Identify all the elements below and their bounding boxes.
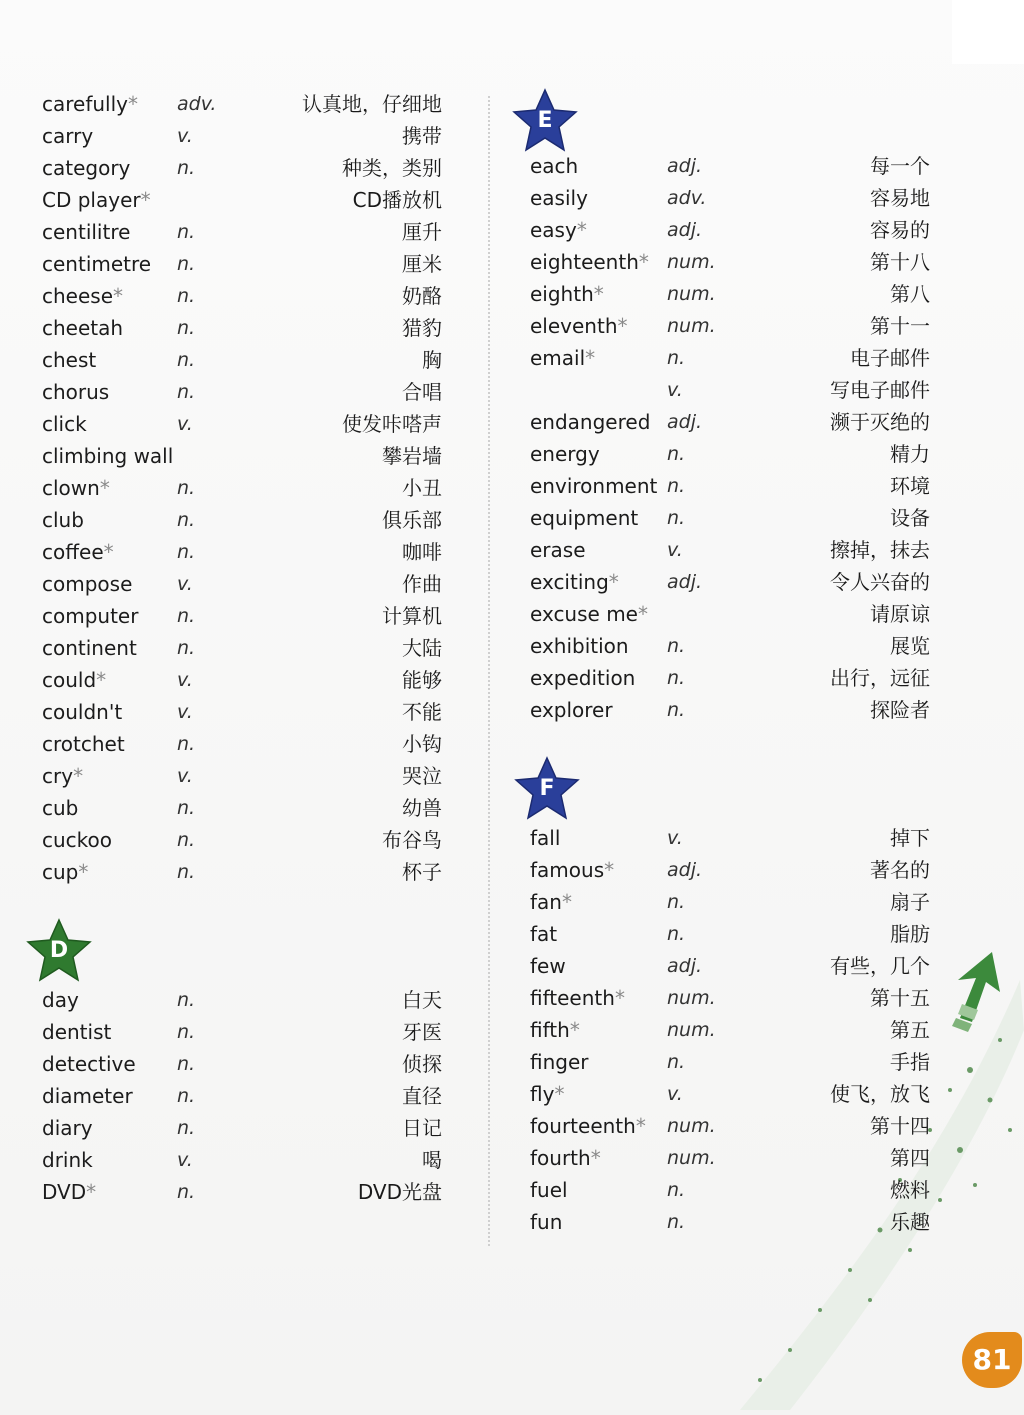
entry-pos: n. [177,477,196,499]
entry-word: cry [42,764,74,788]
entry-star: * [103,540,114,564]
entry-word: endangered [530,410,651,434]
entry-click [42,408,442,440]
entry-meaning: 扇子 [890,890,930,914]
entry-meaning: 使发咔嗒声 [342,412,442,436]
entry-word: club [42,508,84,532]
entry-fourteenth [530,1110,930,1142]
entry-word: energy [530,442,600,466]
entry-pos: n. [667,475,686,497]
entry-dentist [42,1016,442,1048]
entry-meaning: 出行，远征 [830,666,930,690]
entry-word: environment [530,474,658,498]
entry-fat [530,918,930,950]
entry-fan [530,886,930,918]
entry-word: few [530,954,566,978]
badge-letter: D [49,938,69,963]
corner-blank [952,0,1024,64]
entry-cry [42,760,442,792]
entry-pos: n. [667,667,686,689]
entry-meaning: 日记 [402,1116,442,1140]
entry-word: centimetre [42,252,152,276]
entry-fly [530,1078,930,1110]
entry-pos: n. [177,317,196,339]
entry-pos: n. [177,1053,196,1075]
entry-pos: v. [177,1149,193,1171]
entry-word: finger [530,1050,589,1074]
entry-word: could [42,668,97,692]
entry-fun [530,1206,930,1238]
entry-meaning: 胸 [422,348,442,372]
entry-pos: num. [667,283,716,305]
entry-pos: n. [177,1181,196,1203]
entry-excuse-me [530,598,930,630]
entry-meaning: 第四 [890,1146,930,1170]
entry-word: compose [42,572,133,596]
entry-pos: n. [177,253,196,275]
entry-meaning: 能够 [402,668,442,692]
entry-word: email [530,346,586,370]
entry-chest [42,344,442,376]
entry-diary [42,1112,442,1144]
entry-cheetah [42,312,442,344]
entry-meaning: 展览 [890,634,930,658]
entry-endangered [530,406,930,438]
entry-meaning: 环境 [890,474,930,498]
entry-star: * [608,570,619,594]
entry-pos: n. [177,1021,196,1043]
entry-pos: n. [177,605,196,627]
entry-pos: n. [177,637,196,659]
entry-meaning: 大陆 [402,636,442,660]
letter-badge-e [512,88,578,154]
entry-cheese [42,280,442,312]
section-f-list [530,822,930,1238]
entry-word: category [42,156,131,180]
entry-word: carefully [42,92,129,116]
entry-pos: n. [177,221,196,243]
badge-letter: E [537,108,553,133]
entry-word: exhibition [530,634,629,658]
entry-pos: n. [667,635,686,657]
entry-email-verb [530,374,930,406]
entry-day [42,984,442,1016]
entry-word: carry [42,124,94,148]
entry-meaning: 请原谅 [870,602,930,626]
section-gap [530,726,930,822]
entry-pos: adj. [667,411,703,433]
entry-carefully [42,88,442,120]
entry-cuckoo [42,824,442,856]
entry-word: eleventh [530,314,618,338]
entry-star: * [576,218,587,242]
entry-meaning: 第十五 [870,986,930,1010]
entry-word: fall [530,826,561,850]
entry-word: cuckoo [42,828,113,852]
entry-meaning: 牙医 [402,1020,442,1044]
entry-pos: adj. [667,219,703,241]
entry-word: diary [42,1116,93,1140]
entry-meaning: 喝 [422,1148,442,1172]
entry-cd-player [42,184,442,216]
entry-pos: num. [667,987,716,1009]
entry-word: computer [42,604,139,628]
entry-meaning: 认真地，仔细地 [302,92,442,116]
entry-centilitre [42,216,442,248]
entry-meaning: 容易的 [870,218,930,242]
entry-meaning: 第十四 [870,1114,930,1138]
entry-pos: adv. [177,93,217,115]
entry-meaning: 厘升 [402,220,442,244]
entry-word: excuse me [530,602,638,626]
entry-pos: adj. [667,155,703,177]
entry-fifteenth [530,982,930,1014]
entry-word: climbing wall [42,444,174,468]
entry-word: explorer [530,698,613,722]
entry-meaning: 侦探 [402,1052,442,1076]
entry-pos: n. [177,541,196,563]
entry-meaning: 不能 [402,700,442,724]
entry-meaning: 擦掉，抹去 [830,538,930,562]
entry-meaning: 杯子 [402,860,442,884]
entry-pos: v. [667,827,683,849]
entry-meaning: 手指 [890,1050,930,1074]
entry-word: fly [530,1082,555,1106]
entry-word: crotchet [42,732,125,756]
entry-word: centilitre [42,220,131,244]
entry-couldnt [42,696,442,728]
entry-crotchet [42,728,442,760]
entry-pos: adj. [667,859,703,881]
entry-meaning: 有些，几个 [830,954,930,978]
entry-star: * [113,284,124,308]
entry-coffee [42,536,442,568]
entry-meaning: 厘米 [402,252,442,276]
entry-star: * [585,346,596,370]
entry-word: coffee [42,540,104,564]
entry-star: * [96,668,107,692]
entry-word: fifth [530,1018,570,1042]
entry-word: each [530,154,579,178]
letter-badge-d [26,918,92,984]
entry-meaning: 奶酪 [402,284,442,308]
entry-word: cheetah [42,316,124,340]
entry-club [42,504,442,536]
entry-pos: n. [667,347,686,369]
section-d-list [42,984,442,1208]
entry-pos: v. [667,539,683,561]
entry-meaning: 合唱 [402,380,442,404]
entry-meaning: 白天 [402,988,442,1012]
entry-meaning: 小丑 [402,476,442,500]
entry-star: * [561,890,572,914]
entry-star: * [78,860,89,884]
entry-compose [42,568,442,600]
entry-pos: v. [177,765,193,787]
entry-meaning: 容易地 [870,186,930,210]
entry-word: equipment [530,506,639,530]
section-c-list [42,88,442,888]
entry-fifth [530,1014,930,1046]
entry-centimetre [42,248,442,280]
entry-meaning: 计算机 [382,604,442,628]
entry-easy [530,214,930,246]
entry-pos: n. [667,891,686,913]
entry-meaning: 第十八 [870,250,930,274]
entry-word: famous [530,858,605,882]
entry-pos: n. [177,829,196,851]
entry-meaning: 写电子邮件 [830,378,930,402]
entry-meaning: 攀岩墙 [382,444,442,468]
entry-pos: n. [177,1117,196,1139]
entry-drink [42,1144,442,1176]
entry-environment [530,470,930,502]
entry-word: clown [42,476,100,500]
entry-category [42,152,442,184]
entry-word: exciting [530,570,609,594]
entry-pos: n. [177,989,196,1011]
entry-word: fourth [530,1146,591,1170]
entry-pos: v. [177,573,193,595]
entry-eighteenth [530,246,930,278]
entry-pos: adv. [667,187,707,209]
entry-meaning: 种类，类别 [342,156,442,180]
entry-word: day [42,988,79,1012]
entry-meaning: 掉下 [890,826,930,850]
entry-star: * [635,1114,646,1138]
entry-word: expedition [530,666,636,690]
entry-pos: num. [667,315,716,337]
entry-meaning: 第八 [890,282,930,306]
entry-pos: n. [667,699,686,721]
entry-equipment [530,502,930,534]
entry-meaning: 设备 [890,506,930,530]
entry-easily [530,182,930,214]
entry-meaning: 哭泣 [402,764,442,788]
entry-word: couldn't [42,700,123,724]
entry-star: * [638,250,649,274]
entry-cub [42,792,442,824]
entry-pos: n. [177,157,196,179]
entry-meaning: 燃料 [890,1178,930,1202]
entry-cup [42,856,442,888]
entry-word: diameter [42,1084,133,1108]
entry-meaning: 电子邮件 [850,346,930,370]
entry-meaning: 著名的 [870,858,930,882]
entry-star: * [128,92,139,116]
entry-pos: n. [177,861,196,883]
entry-meaning: 第五 [890,1018,930,1042]
entry-word: continent [42,636,137,660]
entry-meaning: 令人兴奋的 [830,570,930,594]
entry-word: fuel [530,1178,568,1202]
entry-could [42,664,442,696]
entry-star: * [590,1146,601,1170]
entry-fuel [530,1174,930,1206]
entry-word: fourteenth [530,1114,636,1138]
entry-pos: n. [667,443,686,465]
left-column [42,88,442,1208]
entry-pos: n. [177,509,196,531]
entry-pos: v. [177,413,193,435]
entry-word: cheese [42,284,114,308]
entry-word: dentist [42,1020,112,1044]
entry-pos: n. [177,285,196,307]
entry-meaning: 作曲 [402,572,442,596]
entry-pos: v. [667,1083,683,1105]
entry-pos: n. [667,1211,686,1233]
entry-pos: n. [177,733,196,755]
entry-each [530,150,930,182]
entry-erase [530,534,930,566]
entry-eleventh [530,310,930,342]
entry-fourth [530,1142,930,1174]
entry-word: fat [530,922,558,946]
entry-pos: num. [667,1019,716,1041]
entry-clown [42,472,442,504]
section-gap [42,888,442,984]
entry-word: detective [42,1052,136,1076]
letter-badge-f [514,756,580,822]
entry-explorer [530,694,930,726]
entry-pos: n. [177,349,196,371]
entry-pos: num. [667,251,716,273]
entry-meaning: 俱乐部 [382,508,442,532]
entry-meaning: 使飞，放飞 [830,1082,930,1106]
entry-computer [42,600,442,632]
entry-word: easily [530,186,588,210]
entry-word: DVD [42,1180,87,1204]
entry-meaning: 猎豹 [402,316,442,340]
entry-energy [530,438,930,470]
entry-meaning: 幼兽 [402,796,442,820]
entry-famous [530,854,930,886]
entry-star: * [593,282,604,306]
entry-pos: n. [667,1051,686,1073]
entry-meaning: 咖啡 [402,540,442,564]
entry-pos: v. [177,125,193,147]
entry-word: fun [530,1210,563,1234]
entry-exhibition [530,630,930,662]
entry-pos: n. [667,923,686,945]
entry-pos: v. [177,669,193,691]
entry-email [530,342,930,374]
entry-pos: n. [177,1085,196,1107]
entry-word: easy [530,218,577,242]
entry-star: * [99,476,110,500]
entry-star: * [86,1180,97,1204]
section-e-list [530,150,930,726]
entry-star: * [617,314,628,338]
entry-meaning: 探险者 [870,698,930,722]
entry-diameter [42,1080,442,1112]
entry-pos: adj. [667,955,703,977]
entry-pos: adj. [667,571,703,593]
entry-carry [42,120,442,152]
entry-pos: v. [177,701,193,723]
entry-star: * [604,858,615,882]
entry-word: fifteenth [530,986,615,1010]
entry-meaning: 精力 [890,442,930,466]
entry-word: eighteenth [530,250,639,274]
badge-letter: F [539,776,555,801]
entry-meaning: 脂肪 [890,922,930,946]
entry-chorus [42,376,442,408]
entry-pos: n. [177,381,196,403]
entry-word: CD player [42,188,141,212]
entry-word: fan [530,890,562,914]
entry-star: * [140,188,151,212]
entry-meaning: 第十一 [870,314,930,338]
entry-star: * [614,986,625,1010]
entry-word: click [42,412,87,436]
entry-eighth [530,278,930,310]
entry-star: * [554,1082,565,1106]
entry-word: drink [42,1148,93,1172]
entry-meaning: 直径 [402,1084,442,1108]
entry-pos: v. [667,379,683,401]
entry-meaning: 布谷鸟 [382,828,442,852]
entry-expedition [530,662,930,694]
entry-exciting [530,566,930,598]
entry-meaning: 每一个 [870,154,930,178]
entry-star: * [569,1018,580,1042]
entry-word: chest [42,348,97,372]
entry-dvd [42,1176,442,1208]
entry-meaning: 乐趣 [890,1210,930,1234]
entry-meaning: 濒于灭绝的 [830,410,930,434]
entry-star: * [637,602,648,626]
arrow-icon [948,952,1000,1034]
entry-meaning: CD播放机 [352,188,442,212]
entry-meaning: 携带 [402,124,442,148]
entry-meaning: 小钩 [402,732,442,756]
entry-word: erase [530,538,586,562]
entry-pos: n. [667,1179,686,1201]
right-column [530,150,930,1238]
entry-few [530,950,930,982]
entry-meaning: DVD光盘 [357,1180,442,1204]
entry-word: eighth [530,282,594,306]
entry-pos: n. [177,797,196,819]
entry-pos: n. [667,507,686,529]
entry-word: cub [42,796,79,820]
entry-climbing-wall [42,440,442,472]
entry-detective [42,1048,442,1080]
entry-finger [530,1046,930,1078]
entry-pos: num. [667,1115,716,1137]
entry-fall [530,822,930,854]
entry-star: * [73,764,84,788]
entry-pos: num. [667,1147,716,1169]
column-divider [488,96,490,1246]
entry-continent [42,632,442,664]
entry-word: chorus [42,380,110,404]
entry-word: cup [42,860,79,884]
page-number: 81 [962,1332,1022,1388]
